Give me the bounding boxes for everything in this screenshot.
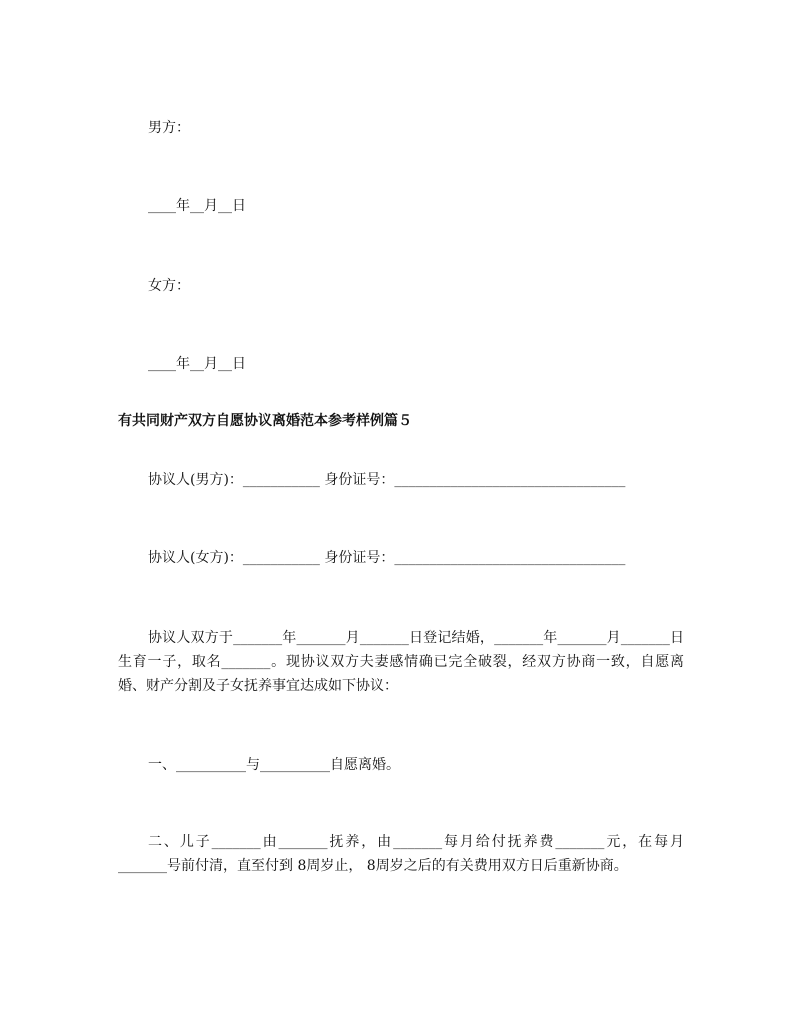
male-signature-label: 男方： — [148, 120, 190, 136]
male-signature-date: ____年__月__日 — [148, 198, 246, 214]
party-female-line: 协议人(女方)：___________ 身份证号：_________________________________ — [148, 550, 626, 566]
party-male-line: 协议人(男方)：___________ 身份证号：_________________________________ — [148, 472, 626, 488]
clause-2-paragraph: 二、儿子_______由_______抚养，由_______每月给付抚养费_______元，在每月_______号前付清，直至付到 8周岁止， 8周岁之后的有关费用双方日后重新协商。 — [118, 834, 684, 874]
section-title: 有共同财产双方自愿协议离婚范本参考样例篇５ — [118, 413, 412, 429]
female-signature-date: ____年__月__日 — [148, 356, 246, 372]
agreement-intro-paragraph: 协议人双方于_______年_______月_______日登记结婚，_______年_______月_______日生育一子，取名_______。现协议双方夫妻感情确已完全破裂，经双方协商一致，自愿离婚、财产分割及子女抚养事宜达成如下协议： — [118, 630, 684, 694]
female-signature-label: 女方： — [148, 278, 190, 294]
clause-1-paragraph: 一、__________与__________自愿离婚。 — [148, 757, 400, 773]
